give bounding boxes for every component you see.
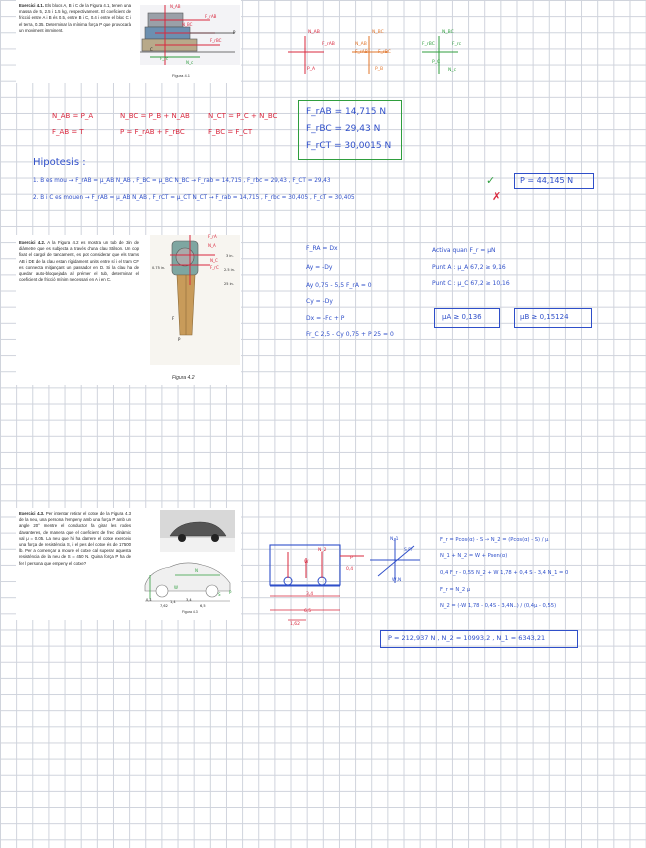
fig41-label-nbc: N_BC xyxy=(182,22,193,27)
fbd43-162: 1,62 xyxy=(290,622,301,627)
fig43-dim-04: 0,4 xyxy=(146,598,152,602)
exercise-4-2-statement: Exercici 4.2. A la Figura 4.2 es mostra un tub de 3in de diàmetre que es subjecta a través d'una clau Stilson. Un cop fixat el cargol de tancament, es pot considerar que els trams AB i DE de la clau estan rígidament units entre sí i el tram CF es connecta mitjançant un passador en D. Si la clau ha de quedar auto-bloquejada al prémer el tub, determinar el coeficient de fricció mínim necessari en A i en C. xyxy=(19,240,139,283)
figure-4-1-caption: Figura 4.1 xyxy=(172,73,191,78)
fig43-dim-762: 7,62 xyxy=(160,604,168,608)
fig42-label-nc: N_C xyxy=(210,258,218,263)
hypothesis-2-cross: ✗ xyxy=(492,190,502,203)
hypothesis-heading: Hipotesis : xyxy=(33,157,86,168)
fig41-label-frbc: F_rBC xyxy=(210,38,222,43)
fig43-dim-14: 1,4 xyxy=(170,600,176,604)
figure-4-3-caption: Figura 4.3 xyxy=(182,610,198,614)
eq41-row2-a: F_AB = T xyxy=(52,128,84,136)
fig42-label-frc: F_rC xyxy=(210,265,219,270)
fig43-label-n: N xyxy=(195,568,198,573)
fig42-label-na: N_A xyxy=(208,243,216,248)
hypothesis-1-check: ✓ xyxy=(486,174,496,187)
hypothesis-1: 1. B es mou → F_rAB = μ_AB N_AB , F_BC = μ_BC N_BC → F_rab = 14,715 , F_rbc = 29,43 , F_CT = 29,43 xyxy=(33,178,331,184)
fig42-dim-25in: 25 in. xyxy=(224,282,234,286)
eq42-5: Dx = -Fc + P xyxy=(306,315,345,322)
fbd-force-diagram xyxy=(370,538,420,583)
eq42-right-1: Activa quan F_r = μN xyxy=(432,247,496,254)
fbd-c-frc: F_rc xyxy=(452,42,462,47)
fbd43-p: P xyxy=(350,556,353,561)
fbd-c-nc: N_c xyxy=(448,68,457,73)
result-frct: F_rCT = 30,0015 N xyxy=(306,141,392,151)
result-frab: F_rAB = 14,715 N xyxy=(306,107,387,117)
fig43-label-s: S xyxy=(218,592,221,597)
eq42-right-3: Punt C : μ_C 67,2 ≥ 10,16 xyxy=(432,280,510,287)
fig43-label-w: W xyxy=(174,585,178,590)
eq42-right-2: Punt A : μ_A 67,2 ≥ 9,16 xyxy=(432,264,506,271)
fbd-b-frbc: F_rBC xyxy=(378,50,391,55)
fbd-b-nab: N_AB xyxy=(355,42,367,47)
result-frbc: F_rBC = 29,43 N xyxy=(306,124,381,134)
answer-43: P = 212,937 N , N_2 = 10993,2 , N_1 = 6343,21 xyxy=(388,634,546,642)
fig42-label-p: P xyxy=(178,337,181,342)
eq43-1: F_r = Pcos(α) - S → N_2 = (Pcos(α) - S) / μ xyxy=(440,537,549,543)
fbd-c-frbc: F_rBC xyxy=(422,42,435,47)
exercise-4-1-statement: Exercici 4.1. Els blocs A, B i C de la Figura 4.1, tenen una massa de 5, 2.5 i 1.5 kg, respectivament. El coeficient de fricció entre A i B és 0.5, entre B i C, 0.4 i entre el bloc C i el terra, 0.35. Determinar la mínima força P que provocarà un moviment imminent. xyxy=(19,3,131,33)
fbd-c-pc: P_C xyxy=(432,60,441,65)
fbd43-wn: W,N xyxy=(392,578,402,583)
fbd43-n2: N_2 xyxy=(318,548,327,553)
eq43-5: N_2 = (-W 1,78 - 0,4S - 3,4N..) / (0,4μ - 0,55) xyxy=(440,603,557,609)
fig43-dim-65: 6,5 xyxy=(200,604,206,608)
eq41-row2-b: P = F_rAB + F_rBC xyxy=(120,128,185,136)
fbd43-sfr: S,Fr xyxy=(404,548,413,553)
fig41-label-nc: N_c xyxy=(186,60,194,65)
eq41-row1-c: N_CT = P_C + N_BC xyxy=(208,112,278,120)
exercise-4-1-title: Exercici 4.1. xyxy=(19,3,44,8)
fbd-b-frab: F_rAB xyxy=(355,50,368,55)
figure-4-2-caption: Figura 4.2 xyxy=(172,375,195,381)
fig41-label-c: C xyxy=(150,47,153,52)
fbd-a-nab: N_AB xyxy=(308,30,320,35)
fbd-c-nbc: N_BC xyxy=(442,30,454,35)
fbd43-34: 3,4 xyxy=(306,592,314,597)
fbd43-65: 6,5 xyxy=(304,609,312,614)
fig42-dim-075in: 0.75 in. xyxy=(152,266,166,270)
fig42-label-f: F xyxy=(172,316,175,321)
eq43-3: 0,4 F_r - 0,55 N_2 + W 1,78 + 0,4 S - 3,4 N_1 = 0 xyxy=(440,570,569,576)
eq42-6: Fr_C 2,5 - Cy 0,75 + P 25 = 0 xyxy=(306,331,394,338)
fig43-label-p: P xyxy=(229,590,232,595)
fbd43-w: W xyxy=(304,560,309,565)
fig42-dim-3in: 3 in. xyxy=(226,254,234,258)
eq42-4: Cy = -Dy xyxy=(306,298,333,305)
fbd-b-pb: P_B xyxy=(375,67,384,72)
answer-42b: μB ≥ 0,15124 xyxy=(520,313,569,321)
fig41-label-p: P xyxy=(233,30,236,35)
fbd-b-nbc: N_BC xyxy=(372,30,384,35)
answer-41: P = 44,145 N xyxy=(520,176,574,185)
fig42-label-fra: F_rA xyxy=(208,234,217,239)
exercise-4-3-title: Exercici 4.3. xyxy=(19,511,45,516)
exercise-4-3-statement: Exercici 4.3. Per intentar retirar el cotxe de la Figura 4.3 de la neu, una persona l'empeny amb una força P amb un angle 20° mentre el conductor fa girar les rodes davanteres, de manera que el coeficient de frec dinàmic val μ = 0.05. La neu que hi ha darrere el cotxe exerceix una força de resistència S, i el pes del cotxe és de 17500 lb. Per a començar a moure el cotxe cal superar aquesta resistència de la neu de S = 450 N. Quina força P ha de fer l persona que empeny el cotxe? xyxy=(19,511,131,566)
fig41-label-frab: F_rAB xyxy=(205,14,217,19)
eq42-3: Ay 0,75 - 5,5 F_rA = 0 xyxy=(306,282,372,289)
fig42-dim-25in-short: 2.5 in. xyxy=(224,268,235,272)
eq41-row2-c: F_BC = F_CT xyxy=(208,128,253,136)
eq42-1: F_RA = Dx xyxy=(306,245,338,252)
fig43-dim-34: 3,4 xyxy=(186,598,192,602)
figure-4-3-photo xyxy=(160,510,235,552)
fig41-label-frc: F_rc xyxy=(160,56,169,61)
fbd43-04: 0,4 xyxy=(346,567,354,572)
eq41-row1-a: N_AB = P_A xyxy=(52,112,94,120)
hypothesis-2: 2. B i C es mouen → F_rAB = μ_AB N_AB , F_rCT = μ_CT N_CT → F_rab = 14,715 , F_rbc = 30,405 , F_cT = 30,405 xyxy=(33,195,355,201)
fbd-a-frab: F_rAB xyxy=(322,42,335,47)
eq43-4: F_r = N_2 μ xyxy=(440,587,471,593)
fbd-a-pa: P_A xyxy=(307,67,316,72)
fbd43-n1: N_1 xyxy=(390,537,399,542)
eq42-2: Ay = -Dy xyxy=(306,264,333,271)
eq43-2: N_1 + N_2 = W + Psen(α) xyxy=(440,553,508,559)
eq41-row1-b: N_BC = P_B + N_AB xyxy=(120,112,190,120)
exercise-4-2-title: Exercici 4.2. xyxy=(19,240,46,245)
figure-4-1 xyxy=(140,5,240,65)
fig41-label-nab: N_AB xyxy=(170,4,181,9)
answer-42a: μA ≥ 0,136 xyxy=(442,313,482,321)
